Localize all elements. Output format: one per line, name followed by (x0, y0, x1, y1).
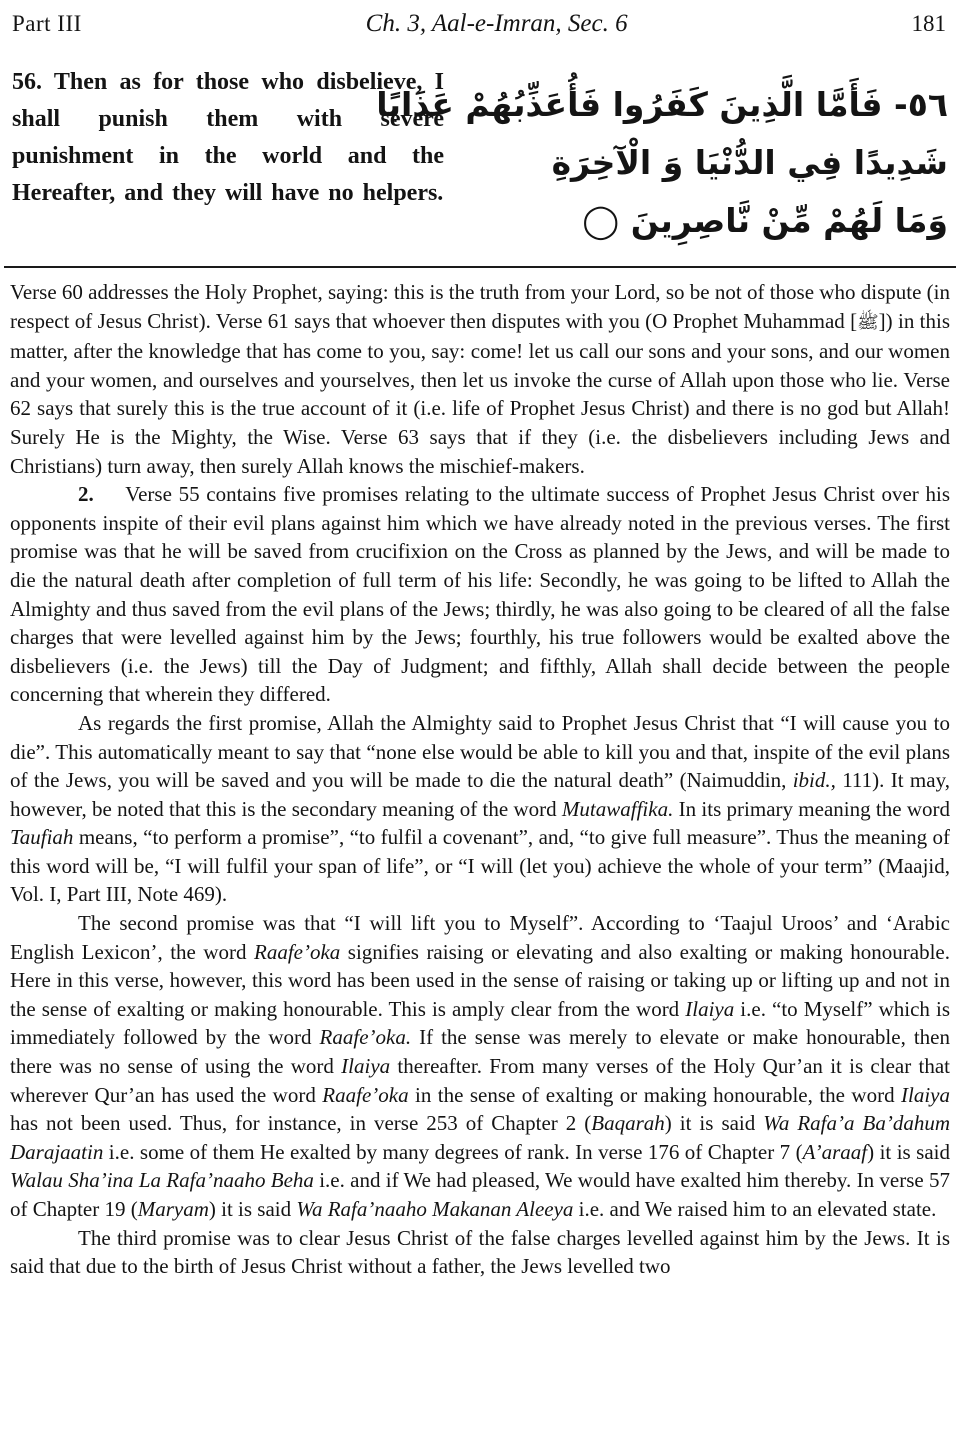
paragraph: The third promise was to clear Jesus Christ of the false charges levelled against him by the Jews. It is said that due to the birth of Jesus Christ without a father, the Jews levelled two (10, 1225, 950, 1279)
section-divider (4, 266, 956, 268)
verse-translation: 56. Then as for those who disbelieve, I shall punish them with severe punishment in the world and the Hereafter, and they will have no helpers. (12, 69, 444, 206)
page-number: 181 (911, 11, 946, 36)
chapter-heading: Ch. 3, Aal-e-Imran, Sec. 6 (365, 10, 628, 37)
arabic-verse-line: ٥٦- فَأَمَّا الَّذِينَ كَفَرُوا فَأُعَذِّبُهُمْ عَذَابًا (376, 85, 948, 124)
arabic-verse-line: شَدِيدًا فِي الدُّنْيَا وَ الْآخِرَةِ (551, 143, 948, 182)
verse-block (0, 38, 960, 250)
part-label: Part III (12, 11, 82, 36)
arabic-verse-line: وَمَا لَهُمْ مِّنْ نَّاصِرِينَ ◯ (582, 201, 948, 240)
paragraph: Verse 60 addresses the Holy Prophet, saying: this is the truth from your Lord, so be not of those who dispute (in respect of Jesus Christ). Verse 61 says that whoever then disputes with you (O Prophet Muhammad [ﷺ]) in this matter, after the knowledge that has come to you, say: come! let us call our sons and your sons, and our women and your women, and ourselves and yourselves, then let us invoke the curse of Allah upon those who lie. Verse 62 says that surely this is the true account of it (i.e. life of Prophet Jesus Christ) and there is no god but Allah! Surely He is the Mighty, the Wise. Verse 63 says that if they (i.e. the disbelievers including Jews and Christians) turn away, then surely Allah knows the mischief-makers. (10, 280, 950, 478)
commentary-body (0, 276, 960, 1281)
prophet-honorific-symbol: ﷺ (857, 311, 879, 333)
page-header (0, 0, 960, 38)
paragraph: As regards the first promise, Allah the Almighty said to Prophet Jesus Christ that “I will cause you to die”. This automatically meant to say that “none else would be able to kill you and that, inspite of the evil plans of the Jews, you will be saved and you will be made to die the natural death” (Naimuddin, ibid., 111). It may, however, be noted that this is the secondary meaning of the word Mutawaffika. In its primary meaning the word Taufiah means, “to perform a promise”, “to fulfil a covenant”, and, “to give full measure”. Thus the meaning of this word will be, “I will fulfil your span of life”, or “I will (let you) achieve the whole of your term” (Maajid, Vol. I, Part III, Note 469). (10, 710, 950, 907)
paragraph: The second promise was that “I will lift you to Myself”. According to ‘Taajul Uroos’ and ‘Arabic English Lexicon’, the word Raafe’oka signifies raising or elevating and also exalting or making honourable. Here in this verse, however, this word has been used in the sense of raising or taking up or lifting up and not in the sense of exalting or making honourable. This is amply clear from the word Ilaiya i.e. “to Myself” which is immediately followed by the word Raafe’oka. If the sense was merely to elevate or make honourable, then there was no sense of using the word Ilaiya thereafter. From many verses of the Holy Qur’an it is clear that wherever Qur’an has used the word Raafe’oka in the sense of exalting or making honourable, the word Ilaiya has not been used. Thus, for instance, in verse 253 of Chapter 2 (Baqarah) it is said Wa Rafa’a Ba’dahum Darajaatin i.e. some of them He exalted by many degrees of rank. In verse 176 of Chapter 7 (A’araaf) it is said Walau Sha’ina La Rafa’naaho Beha i.e. and if We had pleased, We would have exalted him thereby. In verse 57 of Chapter 19 (Maryam) it is said Wa Rafa’naaho Makanan Aleeya i.e. and We raised him to an elevated state. (10, 911, 951, 1221)
verse-arabic (376, 64, 948, 250)
paragraph: 2. Verse 55 contains five promises relating to the ultimate success of Prophet Jesus Christ over his opponents inspite of their evil plans against him which we have already noted in the previous verses. The first promise was that he will be saved from crucifixion on the Cross as planned by the Jews, and will be made to die the natural death after completion of full term of his life: Secondly, he was going to be lifted to Allah the Almighty and thus saved from the evil plans of the Jews; thirdly, he was also going to be cleared of all the false charges that were levelled against him by the Jews; fourthly, his true followers would be exalted above the disbelievers (i.e. the Jews) till the Day of Judgment; and fifthly, Allah shall decide between the people concerning that wherein they differed. (10, 482, 950, 707)
